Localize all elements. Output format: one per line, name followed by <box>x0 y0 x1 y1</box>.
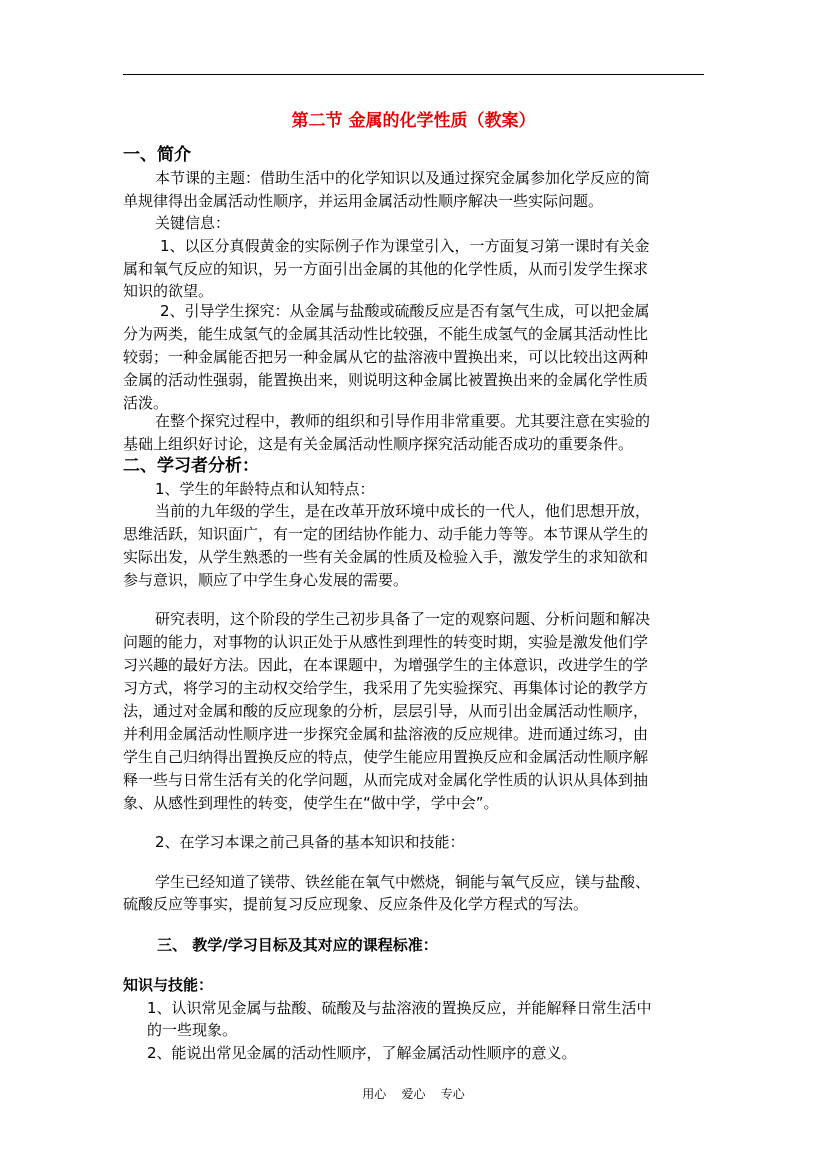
header-rule <box>123 74 704 75</box>
paragraph-line: 研究表明，这个阶段的学生己初步具备了一定的观察问题、分析问题和解决 <box>155 610 651 628</box>
paragraph-line: 单规律得出金属活动性顺序，并运用金属活动性顺序解决一些实际问题。 <box>123 192 604 210</box>
paragraph-line: 1、认识常见金属与盐酸、硫酸及与盐溶液的置换反应，并能解释日常生活中 <box>147 999 652 1017</box>
paragraph-line: 问题的能力，对事物的认识正处于从感性到理性的转变时期，实验是激发他们学 <box>123 633 649 651</box>
paragraph-line: 2、能说出常见金属的活动性顺序，了解金属活动性顺序的意义。 <box>147 1044 577 1062</box>
paragraph-line: 本节课的主题：借助生活中的化学知识以及通过探究金属参加化学反应的简 <box>155 169 651 187</box>
paragraph-line: 金属的活动性强弱，能置换出来，则说明这种金属比被置换出来的金属化学性质 <box>123 371 649 389</box>
paragraph-line: 的一些现象。 <box>147 1021 238 1039</box>
section-heading-learners: 二、学习者分析： <box>123 456 259 476</box>
paragraph-line: 关键信息： <box>155 214 231 232</box>
paragraph-line: 释一些与日常生活有关的化学问题，从而完成对金属化学性质的认识从具体到抽 <box>123 771 649 789</box>
paragraph-line: 习方式，将学习的主动权交给学生，我采用了先实验探究、再集体讨论的教学方 <box>123 679 649 697</box>
paragraph-line: 2、在学习本课之前己具备的基本知识和技能： <box>155 833 465 851</box>
paragraph-line: 分为两类，能生成氢气的金属其活动性比较强，不能生成氢气的金属其活动性比 <box>123 325 649 343</box>
paragraph-line: 1、以区分真假黄金的实际例子作为课堂引入，一方面复习第一课时有关金 <box>160 237 650 255</box>
paragraph-line: 1、学生的年龄特点和认知特点： <box>155 480 375 498</box>
paragraph-line: 实际出发，从学生熟悉的一些有关金属的性质及检验入手，激发学生的求知欲和 <box>123 548 649 566</box>
page-title: 第二节 金属的化学性质（教案） <box>291 111 536 131</box>
paragraph-line: 2、引导学生探究：从金属与盐酸或硫酸反应是否有氢气生成，可以把金属 <box>160 302 650 320</box>
section-heading-objectives: 三、 教学/学习目标及其对应的课程标准： <box>157 936 438 954</box>
page-footer: 用心 爱心 专心 <box>362 1087 465 1101</box>
paragraph-line: 活泼。 <box>123 394 169 412</box>
paragraph-line: 较弱；一种金属能否把另一种金属从它的盐溶液中置换出来，可以比较出这两种 <box>123 348 649 366</box>
paragraph-line: 思维活跃，知识面广，有一定的团结协作能力、动手能力等等。本节课从学生的 <box>123 525 649 543</box>
paragraph-line: 知识的欲望。 <box>123 282 214 300</box>
subheading-knowledge-skills: 知识与技能： <box>123 976 214 994</box>
paragraph-line: 学生已经知道了镁带、铁丝能在氧气中燃烧，铜能与氧气反应，镁与盐酸、 <box>155 873 651 891</box>
paragraph-line: 并利用金属活动性顺序进一步探究金属和盐溶液的反应规律。进而通过练习，由 <box>123 725 649 743</box>
paragraph-line: 法，通过对金属和酸的反应现象的分析，层层引导，从而引出金属活动性顺序， <box>123 702 649 720</box>
paragraph-line: 参与意识，顺应了中学生身心发展的需要。 <box>123 571 409 589</box>
paragraph-line: 学生自己归纳得出置换反应的特点，使学生能应用置换反应和金属活动性顺序解 <box>123 748 649 766</box>
section-heading-intro: 一、简介 <box>123 145 191 165</box>
paragraph-line: 当前的九年级的学生，是在改革开放环境中成长的一代人，他们思想开放， <box>155 502 651 520</box>
paragraph-line: 基础上组织好讨论，这是有关金属活动性顺序探究活动能否成功的重要条件。 <box>123 435 634 453</box>
paragraph-line: 属和氧气反应的知识，另一方面引出金属的其他的化学性质，从而引发学生探求 <box>123 260 649 278</box>
paragraph-line: 在整个探究过程中，教师的组织和引导作用非常重要。尤其要注意在实验的 <box>155 412 651 430</box>
paragraph-line: 硫酸反应等事实，提前复习反应现象、反应条件及化学方程式的写法。 <box>123 895 589 913</box>
paragraph-line: 习兴趣的最好方法。因此，在本课题中，为增强学生的主体意识，改进学生的学 <box>123 656 649 674</box>
paragraph-line: 象、从感性到理性的转变，使学生在“做中学，学中会”。 <box>123 794 499 812</box>
